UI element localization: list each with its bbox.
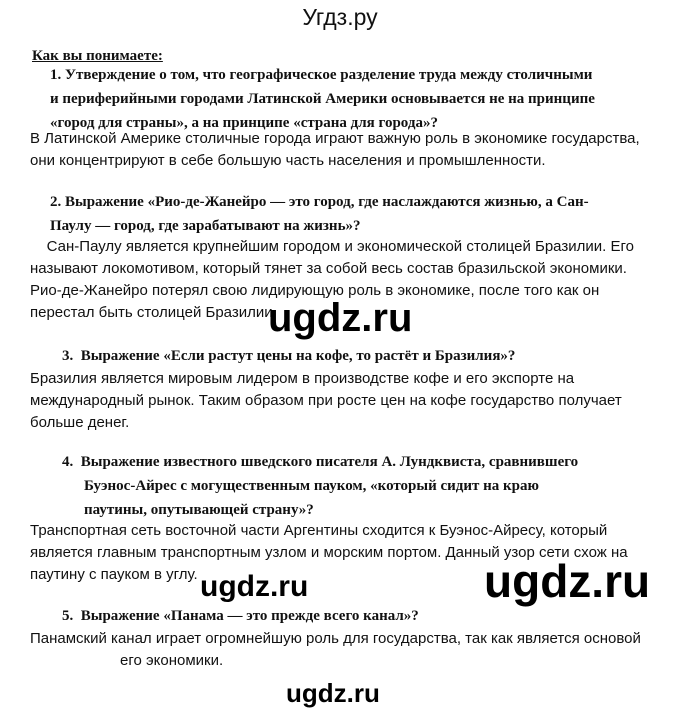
answer-line: называют локомотивом, который тянет за собой весь состав бразильской экономики. (30, 260, 627, 277)
section-heading: Как вы понимаете: (32, 48, 163, 64)
answer-line: Панамский канал играет огромнейшую роль для государства, так как является основой (30, 630, 641, 647)
answer-line: они концентрируют в себе большую часть населения и промышленности. (30, 152, 546, 169)
answer-3 (30, 368, 670, 434)
question-3 (62, 344, 662, 368)
question-4 (62, 450, 662, 522)
question-line: 3. Выражение «Если растут цены на кофе, то растёт и Бразилия»? (62, 348, 516, 364)
question-line: и периферийными городами Латинской Америки основывается не на принципе (50, 91, 595, 107)
watermark: ugdz.ru (268, 296, 413, 340)
watermark: ugdz.ru (286, 678, 380, 708)
answer-1 (30, 128, 670, 172)
watermark: ugdz.ru (200, 570, 309, 603)
question-1 (50, 63, 670, 135)
question-line: паутины, опутывающей страну»? (84, 502, 314, 518)
answer-line: Транспортная сеть восточной части Аргентины сходится к Буэнос-Айресу, который (30, 522, 608, 539)
question-line: 2. Выражение «Рио-де-Жанейро — это город, где наслаждаются жизнью, а Сан- (50, 194, 589, 210)
question-line: Паулу — город, где зарабатывают на жизнь»? (50, 218, 361, 234)
answer-line: паутину с пауком в углу. (30, 566, 198, 583)
answer-line: перестал быть столицей Бразилии. (30, 304, 277, 321)
answer-line: Рио-де-Жанейро потерял свою лидирующую роль в экономике, после того как он (30, 282, 600, 299)
answer-line: Сан-Паулу является крупнейшим городом и экономической столицей Бразилии. Его (30, 238, 634, 255)
question-line: 5. Выражение «Панама — это прежде всего канал»? (62, 608, 419, 624)
answer-line: его экономики. (120, 652, 224, 669)
answer-5 (30, 628, 670, 672)
question-line: Буэнос-Айрес с могущественным пауком, «который сидит на краю (84, 478, 539, 494)
watermark: ugdz.ru (484, 555, 651, 607)
question-line: 4. Выражение известного шведского писателя А. Лундквиста, сравнившего (62, 454, 579, 470)
question-line: 1. Утверждение о том, что географическое разделение труда между столичными (50, 67, 593, 83)
answer-line: Бразилия является мировым лидером в производстве кофе и его экспорте на (30, 370, 575, 387)
site-header: Угдз.ру (302, 4, 378, 30)
answer-line: является главным транспортным узлом и морским портом. Данный узор сети схож на (30, 544, 628, 561)
answer-line: международный рынок. Таким образом при росте цен на кофе государство получает (30, 392, 622, 409)
question-line: «город для страны», а на принципе «страна для города»? (50, 115, 438, 131)
answer-line: В Латинской Америке столичные города играют важную роль в экономике государства, (30, 130, 640, 147)
answer-line: больше денег. (30, 414, 130, 431)
question-2 (50, 190, 670, 238)
